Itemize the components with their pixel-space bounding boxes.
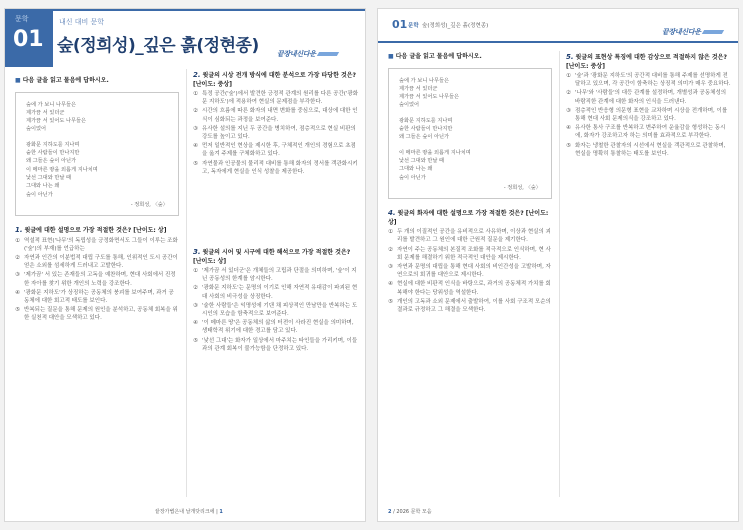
- option-marker: ①: [388, 229, 393, 236]
- answer-option[interactable]: [193, 90, 359, 106]
- option-marker: ①: [15, 237, 20, 244]
- poem-line: 그대와 나는 왜: [26, 183, 60, 190]
- column-divider: [559, 51, 560, 497]
- poem-line: 숲이 아닌가: [399, 174, 426, 181]
- page-number: 2: [388, 509, 392, 515]
- page-title: 숲(정희성)_깊은 흙(정현종): [57, 36, 259, 56]
- column-divider: [186, 69, 187, 497]
- answer-option[interactable]: [193, 302, 359, 318]
- question-3: [193, 248, 359, 353]
- answer-option[interactable]: [15, 271, 179, 287]
- poem-line: 광화문 지하도를 지나며: [26, 141, 80, 148]
- option-marker: ④: [15, 289, 20, 296]
- question-text: 윗글의 시상 전개 방식에 대한 분석으로 가장 타당한 것은? [난이도: 중상]: [193, 72, 357, 88]
- option-marker: ⑤: [193, 160, 198, 167]
- unit-number: 01: [13, 27, 44, 52]
- answer-option[interactable]: [15, 237, 179, 253]
- poem-line: 숲이었어: [26, 126, 47, 133]
- answer-option[interactable]: [193, 142, 359, 158]
- option-text: '광화문 지하도'는 문명의 이기로 인해 자연적 유대감이 파괴된 현대 사회의 비극성을 상징한다.: [202, 285, 358, 300]
- answer-option[interactable]: [388, 298, 552, 314]
- left-column: [15, 77, 179, 323]
- brand-swoosh-icon: [317, 52, 339, 56]
- left-page: [4, 8, 366, 522]
- instruction: ■ 다음 글을 읽고 물음에 답하시오.: [388, 53, 552, 62]
- question-number: 1.: [15, 226, 23, 235]
- option-text: '낯선 그대'는 화자가 일상에서 마주치는 타인들을 가리키며, 이들과의 관계 회복이 불가능함을 단정하고 있다.: [202, 337, 358, 352]
- question-4: [388, 209, 552, 314]
- option-text: 두 개의 이질적인 공간을 유비적으로 사유하며, 이상과 현실의 괴리를 발견하고 그 원인에 대한 근원적 질문을 제기한다.: [397, 229, 551, 244]
- poem-line: 제가끔 서 있어도 나무들은: [399, 94, 460, 101]
- option-text: '숲'과 '광화문 지하도'의 공간적 대비를 통해 주제를 선명하게 전달하고 있으며, 각 공간이 함축하는 상징적 의미가 매우 중요하다.: [575, 73, 731, 88]
- question-number: 3.: [193, 248, 201, 257]
- option-marker: ②: [388, 246, 393, 253]
- answer-option[interactable]: [193, 107, 359, 123]
- poem-line: 이 메마른 땅을 외롭게 지나치며: [399, 149, 471, 156]
- answer-option[interactable]: [15, 289, 179, 305]
- poem-line: 숲에 가 보니 나무들은: [26, 101, 77, 108]
- option-marker: ②: [566, 90, 571, 97]
- option-text: 자연이 주는 공동체의 본질적 조화를 적극적으로 인식하며, 현 사회 문제를 해결하기 위한 적극적인 대안을 제시한다.: [397, 246, 551, 261]
- answer-option[interactable]: [193, 160, 359, 176]
- answer-option[interactable]: [193, 267, 359, 283]
- option-text: 유사한 설의를 지닌 두 공간을 병치하여, 점층적으로 현실 비판의 강도를 높이고 있다.: [202, 125, 356, 141]
- brand-text: 끝장내신다운: [277, 50, 316, 58]
- question-text: 윗글의 화자에 대한 설명으로 가장 적절한 것은? [난이도: 상]: [388, 210, 549, 226]
- option-marker: ⑤: [15, 307, 20, 314]
- poem-line: 낯선 그대와 만날 때: [26, 174, 72, 181]
- poem-line: 숱한 사람들이 만나지만: [399, 126, 453, 133]
- option-marker: ③: [388, 263, 393, 270]
- page-footer: [388, 508, 432, 515]
- poem-line: 제가끔 서 있더군: [26, 109, 65, 116]
- option-text: 특정 공간('숲')에서 발견한 긍정적 관계의 원리를 다른 공간('광화문 지하도')에 적용하여 현실의 문제점을 부각한다.: [202, 91, 359, 106]
- option-text: 반복되는 질문을 통해 문제의 원인을 분석하고, 공동체 회복을 위한 실천적 대안을 모색하고 있다.: [24, 307, 178, 322]
- poem-passage: [15, 92, 179, 217]
- poem-line: 이 메마른 땅을 외롭게 지나치며: [26, 166, 98, 173]
- question-number: 2.: [193, 71, 201, 79]
- answer-option[interactable]: [566, 142, 732, 158]
- category-label: 문학: [408, 23, 419, 29]
- poem-line: 숲에 가 보니 나무들은: [399, 77, 450, 84]
- answer-option[interactable]: [193, 337, 359, 353]
- option-text: '광화문 지하도'가 상징하는 공동체의 붕괴를 보여주며, 과거 공동체에 대한 회고적 태도를 보인다.: [24, 289, 174, 305]
- unit-number: 01: [392, 18, 408, 31]
- answer-option[interactable]: [388, 263, 552, 279]
- option-text: '이 메마른 땅'은 공동체의 삶의 터전이 사라진 현실을 의미하며, 생태학적 위기에 대한 경고를 담고 있다.: [202, 320, 354, 335]
- passage-source: - 정희성, 〈숲〉: [503, 184, 541, 191]
- option-marker: ①: [566, 73, 571, 79]
- option-marker: ④: [388, 281, 393, 288]
- option-text: '제가끔' 서 있는 존재들의 고독을 예찬하며, 현대 사회에서 진정한 자아를 찾기 위한 개인의 노력을 강조한다.: [24, 272, 176, 287]
- option-marker: ④: [193, 320, 198, 327]
- poem-passage: [388, 68, 552, 200]
- answer-option[interactable]: [388, 246, 552, 262]
- question-stem: [566, 53, 732, 71]
- answer-option[interactable]: [566, 107, 732, 123]
- option-marker: ④: [193, 143, 198, 150]
- header-subtitle: 내신 대비 문학: [59, 18, 105, 26]
- option-text: 자연과 문명의 대립을 통해 현대 사회의 비인간성을 고발하며, 자연으로의 회귀를 대안으로 제시한다.: [397, 263, 551, 279]
- question-2: [193, 71, 359, 176]
- option-marker: ⑤: [193, 337, 198, 344]
- poem-line: 그대와 나는 왜: [399, 166, 433, 173]
- question-text: 윗글의 표현상 특징에 대한 감상으로 적절하지 않은 것은? [난이도: 중상]: [566, 54, 727, 70]
- answer-option[interactable]: [388, 228, 552, 244]
- option-text: 시간의 흐름에 따른 화자의 내면 변화를 중심으로, 대상에 대한 인식이 심화되는 과정을 보여준다.: [202, 108, 358, 123]
- poem-line: 숱한 사람들이 만나지만: [26, 150, 80, 157]
- question-stem: [193, 248, 359, 266]
- answer-option[interactable]: [193, 125, 359, 141]
- option-marker: ④: [566, 125, 571, 132]
- answer-option[interactable]: [388, 280, 552, 296]
- option-text: '제가끔 서 있더군'은 개체들의 고립과 단절을 의미하며, '숲'이 지닌 공동성의 한계를 암시한다.: [202, 268, 357, 283]
- option-marker: ②: [193, 285, 198, 292]
- left-column: [388, 53, 552, 314]
- option-text: 점층적인 반응형 의문형 표현을 교차하며 시상을 전개하며, 이를 통해 현대 사회 문제의식을 강조하고 있다.: [575, 107, 728, 123]
- question-text: 윗글에 대한 설명으로 가장 적절한 것은? [난이도: 상]: [24, 227, 167, 235]
- header-subtitle: 숲(정희성)_깊은 흙(정현종): [422, 23, 489, 29]
- poem-line: 제가끔 서 있어도 나무들은: [26, 118, 87, 125]
- brand-swoosh-icon: [702, 30, 724, 34]
- right-header: [378, 9, 739, 43]
- question-1: [15, 226, 179, 323]
- question-5: [566, 53, 732, 158]
- option-marker: ②: [193, 108, 198, 115]
- brand-logo: [277, 49, 338, 59]
- right-column: [193, 71, 359, 353]
- answer-option[interactable]: [15, 254, 179, 270]
- poem-line: 왜 그들은 숲이 아닌가: [26, 158, 77, 165]
- passage-source: - 정희성, 〈숲〉: [130, 201, 168, 208]
- option-text: 화자는 냉철한 관찰자의 시선에서 현실을 객관적으로 관찰하며, 현실을 명확히 통찰하는 태도를 보인다.: [575, 142, 726, 157]
- answer-option[interactable]: [15, 306, 179, 322]
- option-marker: ②: [15, 255, 20, 262]
- answer-option[interactable]: [193, 284, 359, 300]
- option-marker: ⑤: [566, 142, 571, 149]
- poem-line: 숲이었어: [399, 102, 420, 109]
- question-number: 5.: [566, 53, 574, 61]
- instruction: ■ 다음 글을 읽고 물음에 답하시오.: [15, 77, 179, 86]
- footer-text: / 2026 문학 모음: [393, 509, 432, 515]
- poem-line: 숲이 아닌가: [26, 191, 53, 198]
- option-text: 자연물과 인공물의 물리적 대비를 통해 화자의 정서를 객관화시키고, 독자에게 현실을 인식 성찰을 제공한다.: [202, 160, 358, 175]
- brand-text: 끝장내신다운: [662, 28, 701, 36]
- option-text: '나무'와 '사람들'의 대등 관계를 설정하며, 개별성과 공동체성의 바람직한 관계에 대한 화자의 인식을 드러낸다.: [575, 90, 727, 105]
- answer-option[interactable]: [566, 124, 732, 140]
- question-stem: [15, 226, 179, 236]
- option-marker: ①: [193, 268, 198, 275]
- answer-option[interactable]: [193, 319, 359, 335]
- option-text: 유사한 통사 구조를 반복하고 변주하여 운율감을 형성하는 동시에, 화자가 강조하고자 하는 의미를 효과적으로 부각한다.: [575, 125, 726, 140]
- option-text: 자연과 인간의 이분법적 대립 구도를 통해, 인위적인 도시 공간이 얻은 소외를 섬세하게 드러내고 고발한다.: [24, 255, 178, 270]
- answer-option[interactable]: [566, 72, 732, 88]
- option-marker: ⑤: [388, 298, 393, 305]
- question-stem: [388, 209, 552, 227]
- option-marker: ③: [566, 107, 571, 114]
- option-text: 역설적 표현('나무'의 독립성을 긍정화면서도 그들이 이루는 조화('숲')의 부재)를 언급하는: [24, 237, 178, 252]
- brand-logo: [662, 27, 723, 37]
- footer-text: 끝장가볍은내 날개닷리크에 |: [155, 509, 218, 515]
- option-marker: ③: [193, 302, 198, 309]
- right-page: [377, 8, 739, 522]
- poem-line: 낯선 그대와 만날 때: [399, 157, 445, 164]
- poem-line: 제가끔 서 있더군: [399, 85, 438, 92]
- page-footer: [155, 508, 223, 515]
- option-marker: ③: [15, 272, 20, 279]
- right-column: [566, 53, 732, 158]
- question-number: 4.: [388, 209, 396, 218]
- page-number: 1: [219, 509, 223, 515]
- category-label: 문학: [15, 15, 29, 23]
- option-text: 개인의 고독과 소외 문제에서 출발하여, 이를 사회 구조적 모순의 결과로 규정하고 그 해결을 모색한다.: [397, 298, 551, 313]
- option-text: 현실에 대한 비판적 인식을 바탕으로, 과거의 공동체적 가치를 회복해야 한다는 당위성을 역설한다.: [397, 281, 551, 296]
- option-marker: ③: [193, 125, 198, 132]
- option-text: '숱한 사람들'은 익명성에 기댄 채 피상적인 만남만을 반복하는 도시인의 모습을 함축적으로 보여준다.: [202, 302, 358, 318]
- option-marker: ①: [193, 91, 198, 97]
- question-text: 윗글의 시어 및 시구에 대한 해석으로 가장 적절한 것은? [난이도: 상]: [193, 249, 351, 265]
- question-stem: [193, 71, 359, 89]
- poem-line: 광화문 지하도를 지나며: [399, 117, 453, 124]
- answer-option[interactable]: [566, 89, 732, 105]
- poem-line: 왜 그들은 숲이 아닌가: [399, 134, 450, 141]
- option-text: 먼저 일반적인 현상을 제시한 후, 구체적인 개인의 경험으로 초점을 옮겨 주제를 구체화하고 있다.: [202, 143, 356, 158]
